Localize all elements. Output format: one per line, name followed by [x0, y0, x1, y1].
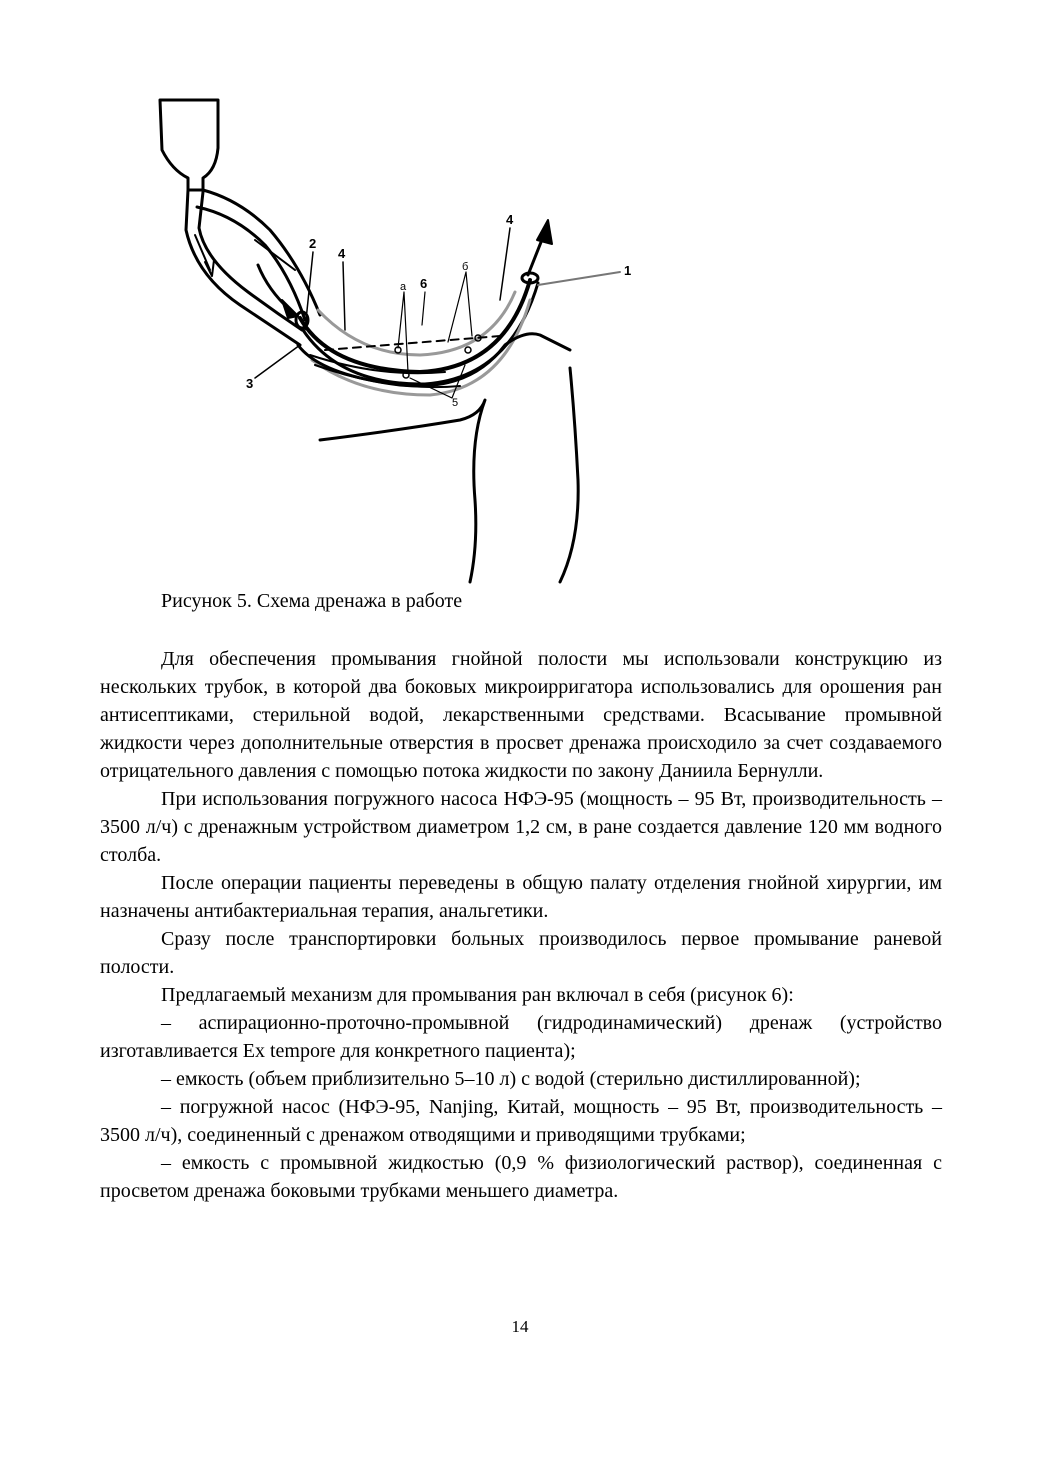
paragraph: Сразу после транспортировки больных производилось первое промывание раневой полости.: [100, 928, 942, 978]
leader-line-4b: [500, 228, 510, 300]
paragraph: Для обеспечения промывания гнойной полости мы использовали конструкцию из нескольких трубок, в которой два боковых микроирригатора использовались для орошения ран антисептиками, стерильной водой, лекарственными средствами. Всасывание промывной жидкости через дополнительные отверстия в просвет дренажа происходило за счет создаваемого отрицательного давления с помощью потока жидкости по закону Даниила Бернулли.: [100, 648, 942, 782]
label-3: 3: [246, 376, 254, 391]
leader-line-1: [538, 272, 620, 285]
paragraph: При использования погружного насоса НФЭ-95 (мощность – 95 Вт, производительность – 3500 л/ч) с дренажным устройством диаметром 1,2 см, в ране создается давление 120 мм водного столба.: [100, 788, 942, 866]
label-4: 4: [338, 246, 346, 261]
body-outline-bottom: [320, 400, 485, 582]
drainage-scheme-diagram: [150, 90, 632, 590]
paragraph: После операции пациенты переведены в общую палату отделения гнойной хирургии, им назначены антибактериальная терапия, анальгетики.: [100, 872, 942, 922]
list-item: – емкость (объем приблизительно 5–10 л) с водой (стерильно дистиллированной);: [161, 1068, 861, 1090]
list-item: – емкость с промывной жидкостью (0,9 % физиологический раствор), соединенная с просветом дренажа боковыми трубками меньшего диаметра.: [100, 1152, 942, 1202]
body-text: [100, 645, 942, 1205]
page-number: 14: [511, 1317, 529, 1336]
paragraph: Предлагаемый механизм для промывания ран включал в себя (рисунок 6):: [161, 984, 794, 1006]
label-4-right: 4: [506, 212, 514, 227]
label-b: б: [462, 261, 469, 273]
label-5: 5: [452, 397, 459, 409]
label-2: 2: [309, 236, 317, 251]
leader-line-a: [398, 292, 408, 372]
leader-line-6: [422, 292, 425, 325]
drain-tube-right-opening: [522, 273, 538, 283]
list-item: – аспирационно-проточно-промывной (гидродинамический) дренаж (устройство изготавливается Ex tempore для конкретного пациента);: [100, 1012, 942, 1062]
outer-sheath-upper: [318, 292, 515, 355]
label-6: 6: [420, 276, 428, 291]
return-tube-outer: [203, 190, 320, 315]
list-item: – погружной насос (НФЭ-95, Nanjing, Китай, мощность – 95 Вт, производительность – 3500 л/ч), соединенный с дренажом отводящими и приводящими трубками;: [100, 1096, 942, 1146]
label-a: a: [400, 281, 407, 293]
leader-line-4: [343, 262, 345, 330]
label-1: 1: [624, 263, 632, 278]
body-outline-right: [560, 368, 578, 582]
drainage-scheme-figure: [150, 90, 632, 590]
body-outline-top: [298, 334, 570, 386]
figure-caption: Рисунок 5. Схема дренажа в работе: [161, 590, 463, 612]
leader-line-3: [255, 345, 300, 378]
reservoir-container: [160, 100, 218, 190]
leader-line-b: [448, 272, 472, 342]
supply-tube-outer: [186, 190, 300, 345]
side-hole: [465, 347, 471, 353]
